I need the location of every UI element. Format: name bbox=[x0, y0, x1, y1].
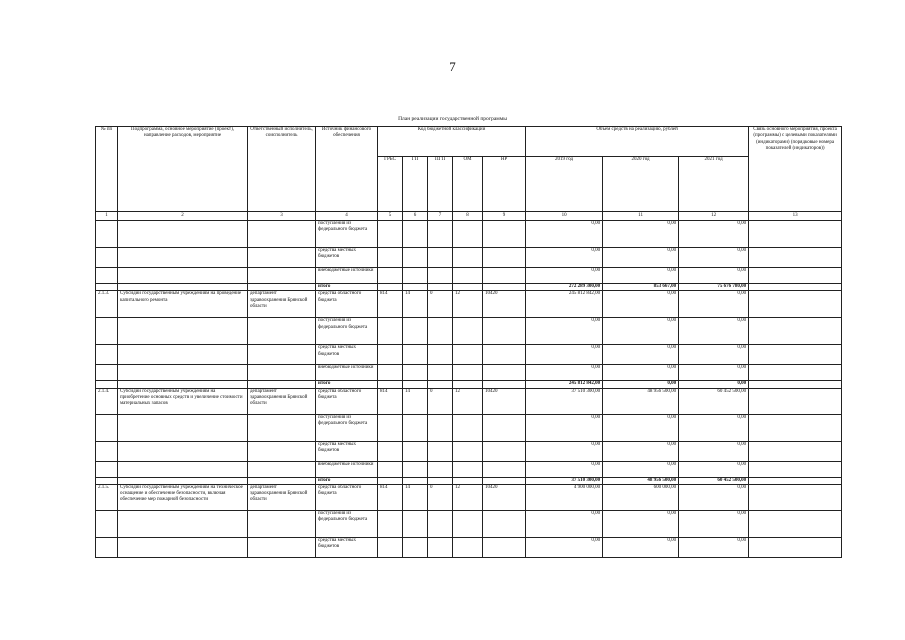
page-number: 7 bbox=[449, 59, 456, 74]
column-number: 3 bbox=[248, 212, 316, 221]
row-amount-2020: 853 667,00 bbox=[603, 284, 679, 291]
row-amount-2020: 0,00 bbox=[603, 221, 679, 248]
row-link bbox=[749, 248, 842, 268]
row-amount-2020: 0,00 bbox=[603, 414, 679, 441]
row-pgp bbox=[428, 345, 453, 365]
row-amount-2021: 0,00 bbox=[679, 268, 749, 284]
row-om: 12 bbox=[453, 484, 483, 510]
table-row bbox=[96, 345, 842, 365]
table-row bbox=[96, 388, 842, 414]
row-executor bbox=[248, 441, 316, 461]
table-row-total bbox=[96, 477, 842, 484]
row-nr bbox=[483, 221, 526, 248]
row-amount-2020: 0,00 bbox=[603, 365, 679, 381]
row-om bbox=[453, 461, 483, 477]
row-pgp bbox=[428, 461, 453, 477]
row-number bbox=[96, 477, 118, 484]
row-pgp bbox=[428, 365, 453, 381]
row-number bbox=[96, 284, 118, 291]
header-volume: Объём средств на реализацию, рублей bbox=[526, 127, 749, 157]
column-number: 10 bbox=[526, 212, 603, 221]
row-number bbox=[96, 248, 118, 268]
row-pgp bbox=[428, 268, 453, 284]
row-subprogram bbox=[118, 441, 248, 461]
column-number: 11 bbox=[603, 212, 679, 221]
row-source: средства местных бюджетов bbox=[316, 441, 378, 461]
header-row-1 bbox=[96, 127, 842, 157]
row-grbs bbox=[378, 318, 403, 345]
row-grbs bbox=[378, 345, 403, 365]
table-row bbox=[96, 221, 842, 248]
header-om: ОМ bbox=[453, 157, 483, 212]
column-number: 6 bbox=[403, 212, 428, 221]
row-number bbox=[96, 221, 118, 248]
row-amount-2021: 0,00 bbox=[679, 318, 749, 345]
row-subprogram bbox=[118, 318, 248, 345]
row-executor: департамент здравоохранения Брянской области bbox=[248, 291, 316, 318]
row-executor bbox=[248, 461, 316, 477]
row-grbs bbox=[378, 221, 403, 248]
row-nr bbox=[483, 248, 526, 268]
row-om bbox=[453, 381, 483, 388]
row-link bbox=[749, 381, 842, 388]
row-executor bbox=[248, 510, 316, 537]
row-pgp bbox=[428, 318, 453, 345]
row-subprogram bbox=[118, 268, 248, 284]
row-executor bbox=[248, 248, 316, 268]
row-om: 12 bbox=[453, 291, 483, 318]
row-subprogram bbox=[118, 365, 248, 381]
row-amount-2021: 0,00 bbox=[679, 381, 749, 388]
header-budget-code: Код бюджетной классификации bbox=[378, 127, 526, 157]
row-source: средства областного бюджета bbox=[316, 291, 378, 318]
row-number bbox=[96, 441, 118, 461]
row-amount-2019: 0,00 bbox=[526, 537, 603, 557]
row-amount-2019: 4 900 000,00 bbox=[526, 484, 603, 510]
row-subprogram: Субсидии государственным учреждениям на проведение капитального ремонта bbox=[118, 291, 248, 318]
row-amount-2019: 0,00 bbox=[526, 414, 603, 441]
row-grbs bbox=[378, 268, 403, 284]
row-grbs: 814 bbox=[378, 484, 403, 510]
row-amount-2020: 0,00 bbox=[603, 268, 679, 284]
row-number bbox=[96, 461, 118, 477]
row-number bbox=[96, 414, 118, 441]
row-source: средства областного бюджета bbox=[316, 388, 378, 414]
header-subprogram: Подпрограмма, основное мероприятие (проект), направление расходов, мероприятие bbox=[118, 127, 248, 212]
row-pgp: 0 bbox=[428, 291, 453, 318]
row-grbs bbox=[378, 284, 403, 291]
row-amount-2020: 48 956 500,00 bbox=[603, 477, 679, 484]
header-nr: НР bbox=[483, 157, 526, 212]
row-pgp bbox=[428, 414, 453, 441]
row-link bbox=[749, 461, 842, 477]
row-grbs bbox=[378, 365, 403, 381]
row-number bbox=[96, 381, 118, 388]
row-amount-2020: 0,00 bbox=[603, 248, 679, 268]
header-source: Источник финансового обеспечения bbox=[316, 127, 378, 212]
row-pgp: 0 bbox=[428, 484, 453, 510]
row-amount-2019: 245 812 842,00 bbox=[526, 291, 603, 318]
row-pgp bbox=[428, 248, 453, 268]
column-number: 1 bbox=[96, 212, 118, 221]
row-grbs bbox=[378, 248, 403, 268]
row-pgp bbox=[428, 284, 453, 291]
row-amount-2019: 0,00 bbox=[526, 268, 603, 284]
table-row bbox=[96, 248, 842, 268]
row-number bbox=[96, 510, 118, 537]
row-subprogram bbox=[118, 510, 248, 537]
row-om bbox=[453, 318, 483, 345]
row-executor bbox=[248, 268, 316, 284]
row-executor bbox=[248, 284, 316, 291]
row-gp bbox=[403, 318, 428, 345]
row-om bbox=[453, 510, 483, 537]
row-subprogram bbox=[118, 477, 248, 484]
row-nr bbox=[483, 414, 526, 441]
row-nr bbox=[483, 318, 526, 345]
row-om bbox=[453, 365, 483, 381]
column-number: 12 bbox=[679, 212, 749, 221]
table-row bbox=[96, 268, 842, 284]
row-executor bbox=[248, 537, 316, 557]
table-row bbox=[96, 414, 842, 441]
row-nr bbox=[483, 441, 526, 461]
row-subprogram: Субсидии государственным учреждениям на приобретение основных средств и увеличение стоимости материальных запасов bbox=[118, 388, 248, 414]
row-om bbox=[453, 345, 483, 365]
row-number bbox=[96, 318, 118, 345]
row-grbs bbox=[378, 477, 403, 484]
row-amount-2021: 0,00 bbox=[679, 537, 749, 557]
row-amount-2020: 0,00 bbox=[603, 345, 679, 365]
plan-table-body bbox=[96, 221, 842, 558]
row-source: поступления из федерального бюджета bbox=[316, 510, 378, 537]
row-pgp bbox=[428, 381, 453, 388]
row-source: поступления из федерального бюджета bbox=[316, 221, 378, 248]
row-amount-2021: 0,00 bbox=[679, 461, 749, 477]
column-number: 5 bbox=[378, 212, 403, 221]
row-amount-2019: 0,00 bbox=[526, 345, 603, 365]
row-om bbox=[453, 221, 483, 248]
row-nr bbox=[483, 461, 526, 477]
row-nr: 10420 bbox=[483, 484, 526, 510]
row-amount-2020: 0,00 bbox=[603, 461, 679, 477]
row-om bbox=[453, 477, 483, 484]
row-link bbox=[749, 284, 842, 291]
header-grbs: ГРБС bbox=[378, 157, 403, 212]
row-pgp bbox=[428, 510, 453, 537]
row-gp: 14 bbox=[403, 291, 428, 318]
row-gp bbox=[403, 221, 428, 248]
row-gp bbox=[403, 365, 428, 381]
row-executor bbox=[248, 381, 316, 388]
row-executor bbox=[248, 345, 316, 365]
row-link bbox=[749, 388, 842, 414]
row-gp bbox=[403, 284, 428, 291]
row-number bbox=[96, 537, 118, 557]
table-row-total bbox=[96, 284, 842, 291]
row-source: внебюджетные источники bbox=[316, 365, 378, 381]
row-gp bbox=[403, 381, 428, 388]
row-amount-2020: 0,00 bbox=[603, 291, 679, 318]
row-subprogram bbox=[118, 414, 248, 441]
row-amount-2019: 0,00 bbox=[526, 365, 603, 381]
header-link: Связь основного мероприятия, проекта (программы) с целевыми показателями (индикаторами) (порядковые номера показателей (индикаторов)) bbox=[749, 127, 842, 212]
row-nr: 10420 bbox=[483, 388, 526, 414]
table-row bbox=[96, 537, 842, 557]
column-number: 7 bbox=[428, 212, 453, 221]
row-amount-2021: 0,00 bbox=[679, 484, 749, 510]
row-om bbox=[453, 284, 483, 291]
row-grbs bbox=[378, 381, 403, 388]
header-gp: ГП bbox=[403, 157, 428, 212]
row-source: средства местных бюджетов bbox=[316, 345, 378, 365]
row-source: поступления из федерального бюджета bbox=[316, 414, 378, 441]
row-amount-2021: 0,00 bbox=[679, 365, 749, 381]
row-amount-2020: 0,00 bbox=[603, 318, 679, 345]
table-row bbox=[96, 461, 842, 477]
row-grbs: 814 bbox=[378, 388, 403, 414]
row-amount-2021: 0,00 bbox=[679, 441, 749, 461]
table-row bbox=[96, 441, 842, 461]
row-om bbox=[453, 268, 483, 284]
row-nr bbox=[483, 284, 526, 291]
row-gp bbox=[403, 248, 428, 268]
row-amount-2021: 0,00 bbox=[679, 248, 749, 268]
row-amount-2019: 0,00 bbox=[526, 318, 603, 345]
column-number: 4 bbox=[316, 212, 378, 221]
row-amount-2021: 0,00 bbox=[679, 510, 749, 537]
row-number bbox=[96, 365, 118, 381]
row-gp bbox=[403, 414, 428, 441]
column-number: 9 bbox=[483, 212, 526, 221]
row-amount-2021: 60 452 500,00 bbox=[679, 388, 749, 414]
row-grbs bbox=[378, 537, 403, 557]
row-amount-2019: 272 289 300,00 bbox=[526, 284, 603, 291]
row-executor bbox=[248, 477, 316, 484]
row-nr bbox=[483, 537, 526, 557]
row-nr bbox=[483, 510, 526, 537]
row-amount-2019: 245 812 842,00 bbox=[526, 381, 603, 388]
row-executor bbox=[248, 318, 316, 345]
row-link bbox=[749, 345, 842, 365]
row-link bbox=[749, 291, 842, 318]
row-executor bbox=[248, 365, 316, 381]
row-source: внебюджетные источники bbox=[316, 461, 378, 477]
header-2021: 2021 год bbox=[679, 157, 749, 212]
row-gp bbox=[403, 510, 428, 537]
header-2019: 2019 год bbox=[526, 157, 603, 212]
table-row-total bbox=[96, 381, 842, 388]
row-om bbox=[453, 537, 483, 557]
row-nr bbox=[483, 345, 526, 365]
row-source: средства областного бюджета bbox=[316, 484, 378, 510]
row-pgp: 0 bbox=[428, 388, 453, 414]
row-amount-2019: 37 510 300,00 bbox=[526, 477, 603, 484]
row-link bbox=[749, 365, 842, 381]
row-gp bbox=[403, 268, 428, 284]
header-pgp: ПГП bbox=[428, 157, 453, 212]
row-nr bbox=[483, 365, 526, 381]
row-executor: департамент здравоохранения Брянской области bbox=[248, 388, 316, 414]
table-row bbox=[96, 484, 842, 510]
row-pgp bbox=[428, 477, 453, 484]
row-amount-2021: 0,00 bbox=[679, 414, 749, 441]
row-subprogram: Субсидии государственным учреждениям на техническое оснащение и обеспечение безопасности, включая обеспечение мер пожарной безопасности bbox=[118, 484, 248, 510]
column-number: 8 bbox=[453, 212, 483, 221]
row-om bbox=[453, 248, 483, 268]
row-gp bbox=[403, 537, 428, 557]
row-subprogram bbox=[118, 248, 248, 268]
row-subprogram bbox=[118, 537, 248, 557]
row-amount-2021: 75 676 780,00 bbox=[679, 284, 749, 291]
row-om bbox=[453, 441, 483, 461]
row-executor bbox=[248, 221, 316, 248]
row-amount-2020: 48 956 500,00 bbox=[603, 388, 679, 414]
column-number: 13 bbox=[749, 212, 842, 221]
row-amount-2019: 0,00 bbox=[526, 248, 603, 268]
row-om bbox=[453, 414, 483, 441]
row-grbs bbox=[378, 441, 403, 461]
row-link bbox=[749, 318, 842, 345]
row-nr bbox=[483, 268, 526, 284]
row-amount-2019: 0,00 bbox=[526, 461, 603, 477]
row-amount-2020: 0,00 bbox=[603, 381, 679, 388]
header-executor: Ответственный исполнитель, соисполнитель bbox=[248, 127, 316, 212]
row-amount-2021: 0,00 bbox=[679, 345, 749, 365]
row-link bbox=[749, 477, 842, 484]
row-grbs: 814 bbox=[378, 291, 403, 318]
row-number bbox=[96, 345, 118, 365]
row-link bbox=[749, 510, 842, 537]
row-number: 2.1.4. bbox=[96, 388, 118, 414]
row-grbs bbox=[378, 414, 403, 441]
table-row bbox=[96, 510, 842, 537]
table-row bbox=[96, 365, 842, 381]
row-amount-2021: 0,00 bbox=[679, 221, 749, 248]
table-row bbox=[96, 318, 842, 345]
row-amount-2020: 0,00 bbox=[603, 510, 679, 537]
row-link bbox=[749, 414, 842, 441]
row-gp: 14 bbox=[403, 388, 428, 414]
table-title: План реализации государственной программы bbox=[398, 116, 507, 122]
row-number: 2.1.5. bbox=[96, 484, 118, 510]
row-source: средства местных бюджетов bbox=[316, 537, 378, 557]
row-subprogram bbox=[118, 461, 248, 477]
row-amount-2019: 0,00 bbox=[526, 510, 603, 537]
row-grbs bbox=[378, 510, 403, 537]
row-link bbox=[749, 441, 842, 461]
row-pgp bbox=[428, 441, 453, 461]
row-source: средства местных бюджетов bbox=[316, 248, 378, 268]
row-pgp bbox=[428, 537, 453, 557]
row-subprogram bbox=[118, 381, 248, 388]
row-executor: департамент здравоохранения Брянской области bbox=[248, 484, 316, 510]
row-subprogram bbox=[118, 284, 248, 291]
row-amount-2021: 0,00 bbox=[679, 291, 749, 318]
row-pgp bbox=[428, 221, 453, 248]
row-om: 12 bbox=[453, 388, 483, 414]
row-gp bbox=[403, 461, 428, 477]
row-amount-2020: 600 000,00 bbox=[603, 484, 679, 510]
row-gp bbox=[403, 477, 428, 484]
row-number bbox=[96, 268, 118, 284]
column-number: 2 bbox=[118, 212, 248, 221]
row-number: 2.1.3. bbox=[96, 291, 118, 318]
row-source: внебюджетные источники bbox=[316, 268, 378, 284]
row-nr bbox=[483, 381, 526, 388]
row-gp: 14 bbox=[403, 484, 428, 510]
header-num: № пп bbox=[96, 127, 118, 212]
row-source: итого bbox=[316, 284, 378, 291]
row-link bbox=[749, 221, 842, 248]
header-2020: 2020 год bbox=[603, 157, 679, 212]
row-link bbox=[749, 268, 842, 284]
row-source: итого bbox=[316, 477, 378, 484]
row-gp bbox=[403, 441, 428, 461]
row-subprogram bbox=[118, 221, 248, 248]
row-amount-2019: 37 510 300,00 bbox=[526, 388, 603, 414]
row-amount-2019: 0,00 bbox=[526, 441, 603, 461]
row-gp bbox=[403, 345, 428, 365]
row-source: итого bbox=[316, 381, 378, 388]
row-grbs bbox=[378, 461, 403, 477]
row-subprogram bbox=[118, 345, 248, 365]
row-executor bbox=[248, 414, 316, 441]
table-row bbox=[96, 291, 842, 318]
row-amount-2019: 0,00 bbox=[526, 221, 603, 248]
row-source: поступления из федерального бюджета bbox=[316, 318, 378, 345]
row-nr: 10420 bbox=[483, 291, 526, 318]
row-link bbox=[749, 484, 842, 510]
row-link bbox=[749, 537, 842, 557]
row-nr bbox=[483, 477, 526, 484]
row-amount-2020: 0,00 bbox=[603, 441, 679, 461]
row-amount-2021: 60 452 500,00 bbox=[679, 477, 749, 484]
column-number-row bbox=[96, 212, 842, 221]
row-amount-2020: 0,00 bbox=[603, 537, 679, 557]
plan-table bbox=[95, 126, 842, 558]
